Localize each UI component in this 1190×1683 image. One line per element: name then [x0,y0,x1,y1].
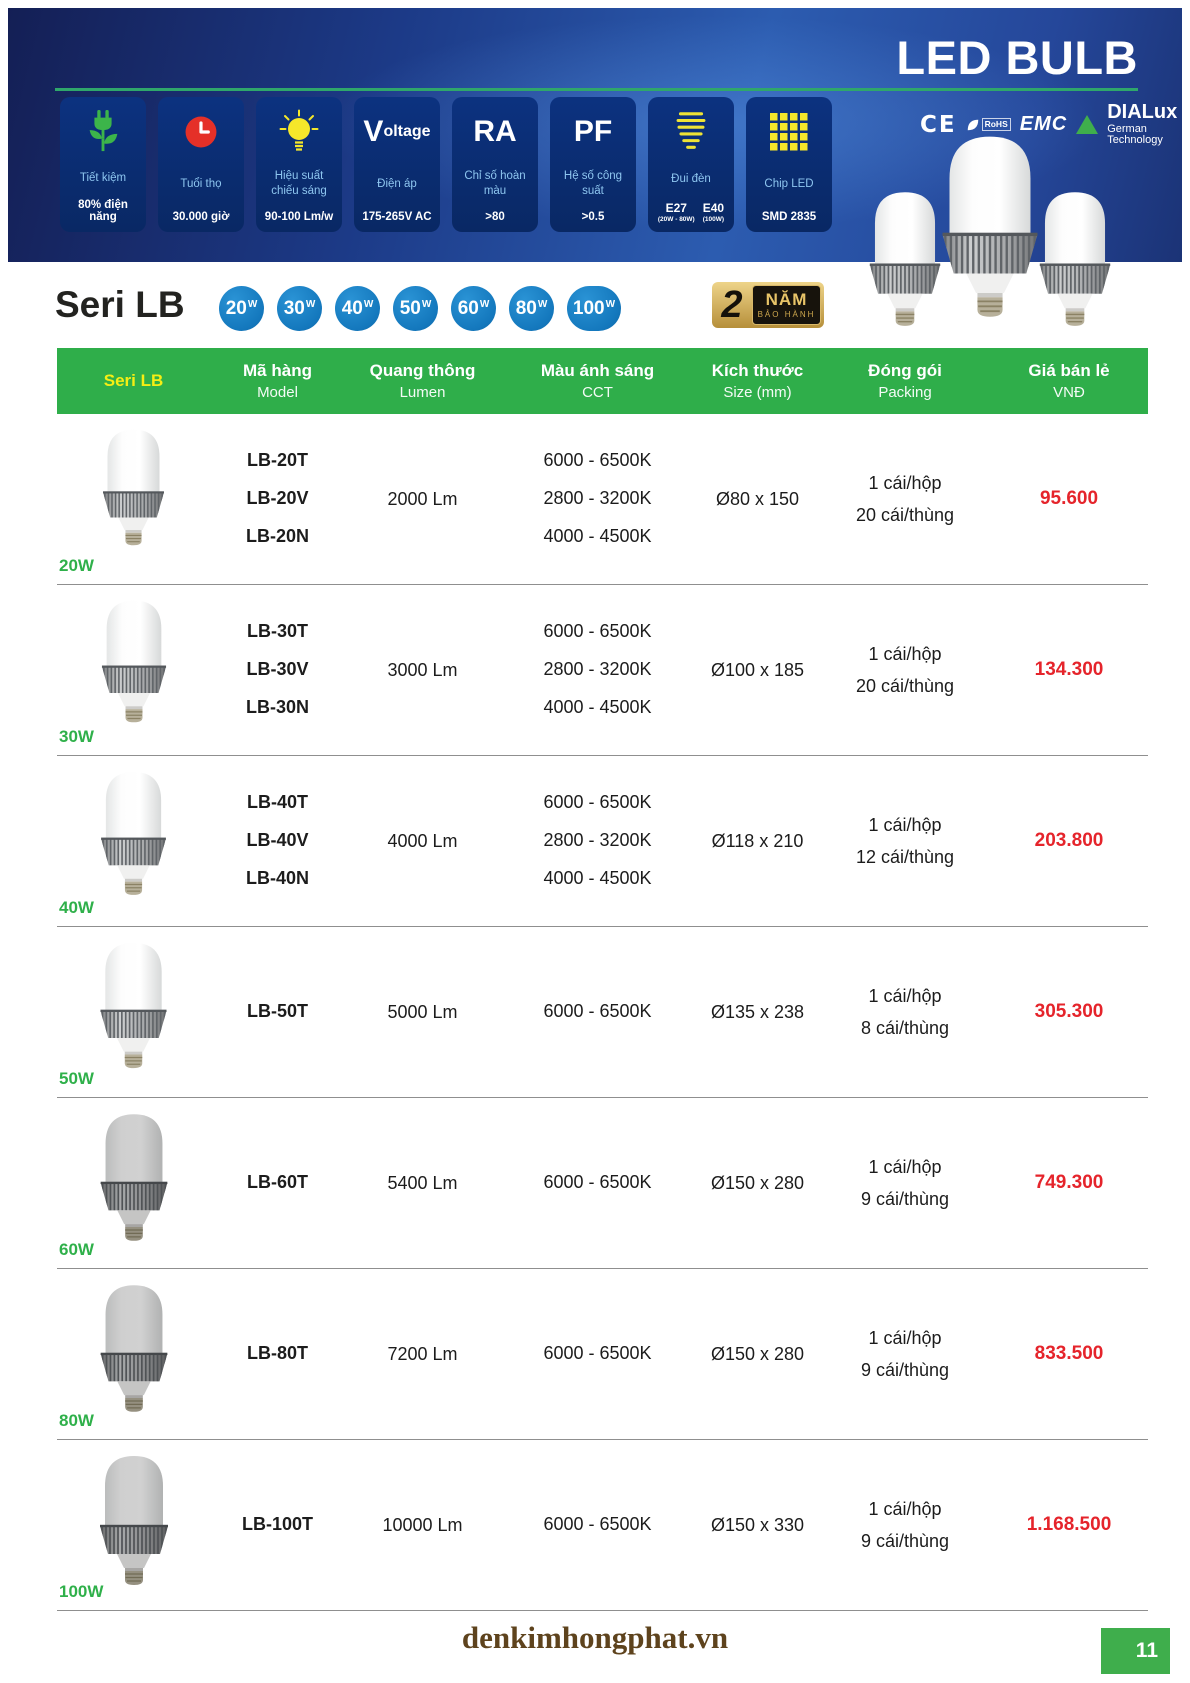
watt-value: 20 [225,297,247,319]
watt-label: 50W [59,1069,94,1088]
watt-badge [509,286,554,331]
model-cell [210,1164,345,1202]
bulb-cell [57,414,210,584]
table-row [57,927,1148,1098]
feature-label: Đui đèn [671,172,711,185]
packing-cell [820,1322,990,1387]
series-title: Seri LB [55,284,185,325]
feature-card [60,97,146,232]
divider-line [55,88,1138,91]
watt-value: 100 [572,297,605,319]
cct-line: 2800 - 3200K [543,830,652,851]
feature-card [158,97,244,232]
watt-unit: W [537,298,548,310]
models-line: LB-40V [246,830,309,851]
packing-line: 1 cái/hộp [868,643,942,664]
packing-line: 1 cái/hộp [868,1327,942,1348]
size-cell: Ø150 x 280 [710,1343,805,1364]
column-header-lumen: Quang thông Lumen [369,361,476,401]
packing-cell [820,1151,990,1216]
size-cell: Ø100 x 185 [710,659,805,680]
feature-label: Tiết kiệm [79,171,127,184]
cct-line: 4000 - 4500K [543,525,652,546]
size-cell: Ø150 x 280 [710,1172,805,1193]
bulb-cell [57,756,210,926]
ce-mark-icon: CE [920,111,957,138]
feature-card [256,97,342,232]
packing-line: 20 cái/thùng [855,505,955,525]
models-line: LB-60T [246,1172,308,1193]
feature-value: 80% điện năng [78,199,128,223]
feature-label: Điện áp [377,177,417,190]
led-chip-icon [769,107,809,157]
column-header-cct: Màu ánh sáng CCT [540,361,655,401]
table-row [57,1269,1148,1440]
cct-line: 6000 - 6500K [543,1514,652,1535]
models-line: LB-50T [246,1001,308,1022]
watt-unit: W [305,298,316,310]
product-bulb-image [82,937,185,1078]
watt-unit: W [363,298,374,310]
lumen-cell: 2000 Lm [387,488,458,509]
website-link[interactable]: denkimhongphat.vn [461,1620,729,1655]
cct-line: 4000 - 4500K [543,696,652,717]
watt-badge [277,286,322,331]
model-cell [210,1506,345,1544]
feature-label: Hệ số công suất [563,170,623,197]
models-line: LB-100T [241,1514,313,1535]
bulb-cell [57,585,210,755]
models-line: LB-40T [246,792,308,813]
packing-line: 12 cái/thùng [855,847,955,867]
feature-heading: RA [473,115,517,148]
socket-spec: E27 (20W - 80W) [657,201,695,223]
price-cell: 1.168.500 [1026,1514,1112,1535]
page-number: 11 [1135,1639,1158,1662]
cct-line: 2800 - 3200K [543,659,652,680]
packing-line: 1 cái/hộp [868,1156,942,1177]
watt-unit: W [247,298,258,310]
feature-value [654,201,728,223]
packing-line: 8 cái/thùng [860,1018,950,1038]
lumen-cell: 10000 Lm [382,1514,463,1535]
packing-cell [820,1493,990,1558]
column-header-model: Mã hàng Model [243,361,312,401]
watt-label: 20W [59,556,94,575]
feature-value: 30.000 giờ [172,211,230,223]
watt-badge [567,286,621,331]
price-cell: 749.300 [1034,1172,1104,1193]
watt-badge [335,286,380,331]
wattage-badges [219,286,621,331]
table-row [57,1098,1148,1269]
cct-cell [500,1164,695,1202]
cct-line: 6000 - 6500K [543,1343,652,1364]
watt-label: 30W [59,727,94,746]
feature-card [354,97,440,232]
model-cell [210,442,345,555]
packing-line: 1 cái/hộp [868,1498,942,1519]
page-number-badge [1101,1628,1170,1674]
feature-label: Chỉ số hoàn màu [464,170,526,197]
table-row [57,756,1148,927]
bulb-cell [57,1440,210,1610]
packing-cell [820,980,990,1045]
packing-line: 9 cái/thùng [860,1360,950,1380]
size-cell: Ø118 x 210 [711,830,804,851]
watt-label: 80W [59,1411,94,1430]
lumen-cell: 5000 Lm [387,1001,458,1022]
feature-value: 175-265V AC [362,211,432,223]
cct-line: 6000 - 6500K [543,450,652,471]
lumen-cell: 4000 Lm [387,830,458,851]
models-line: LB-20N [245,525,309,546]
watt-unit: W [421,298,432,310]
column-header-packing: Đóng gói Packing [868,361,942,401]
model-cell [210,613,345,726]
feature-card [452,97,538,232]
product-photo-bulbs [850,128,1130,334]
watt-unit: W [479,298,490,310]
packing-cell [820,467,990,532]
packing-cell [820,809,990,874]
watt-value: 80 [515,297,537,319]
clock-icon [181,107,221,157]
packing-line: 1 cái/hộp [868,985,942,1006]
packing-line: 9 cái/thùng [860,1531,950,1551]
table-row [57,1440,1148,1611]
watt-badge [393,286,438,331]
feature-card [550,97,636,232]
product-bulb-image [82,1279,186,1422]
page-title: LED BULB [896,31,1138,84]
product-bulb-image [86,424,181,555]
lumen-cell: 3000 Lm [387,659,458,680]
feature-cards [60,97,832,232]
socket-spec: E40 (100W) [702,201,725,223]
feature-value: 90-100 Lm/w [264,211,334,223]
feature-value: >0.5 [581,211,605,223]
table-header [57,348,1148,414]
feature-label: Tuổi thọ [180,177,222,190]
watt-value: 50 [399,297,421,319]
warranty-badge: 2 NĂM BẢO HÀNH [712,282,824,328]
cct-cell [500,1506,695,1544]
bulb-cell [57,927,210,1097]
feature-heading: V oltage [363,115,431,148]
cct-line: 6000 - 6500K [543,1001,652,1022]
feature-label: Chip LED [764,177,814,190]
model-cell [210,1335,345,1373]
size-cell: Ø150 x 330 [710,1514,805,1535]
cct-line: 2800 - 3200K [543,488,652,509]
cct-cell [500,1335,695,1373]
packing-line: 1 cái/hộp [868,814,942,835]
models-line: LB-20T [246,450,308,471]
bulb-cell [57,1269,210,1439]
cct-line: 6000 - 6500K [543,792,652,813]
price-cell: 305.300 [1034,1001,1104,1022]
feature-card [746,97,832,232]
feature-heading: PF [573,115,613,148]
watt-unit: W [605,298,616,310]
models-line: LB-40N [245,867,309,888]
product-bulb-image [83,766,184,905]
table-row [57,414,1148,585]
feature-value: SMD 2835 [761,211,817,223]
models-line: LB-20V [246,488,309,509]
plug-leaf-icon [82,107,124,157]
models-line: LB-30N [245,696,309,717]
product-bulb-image [82,1108,186,1251]
lamp-base-icon [671,107,711,157]
watt-value: 60 [457,297,479,319]
product-bulb-image [84,595,184,732]
watt-value: 30 [283,297,305,319]
column-header-size: Kích thước Size (mm) [711,361,804,401]
bulb-cell [57,1098,210,1268]
table-body [57,414,1148,1611]
size-cell: Ø80 x 150 [715,488,800,509]
packing-line: 20 cái/thùng [855,676,955,696]
watt-label: 40W [59,898,94,917]
models-line: LB-30V [246,659,309,680]
rohs-icon: RoHS [966,118,1011,132]
feature-value: >80 [485,211,505,223]
model-cell [210,784,345,897]
model-cell [210,993,345,1031]
product-bulb-image [81,1450,187,1595]
dialux-logo: DIALux German Technology [1107,101,1178,147]
column-header-seri: Seri LB [103,371,164,390]
cct-cell [500,784,695,897]
cct-cell [500,442,695,555]
watt-badge [451,286,496,331]
models-line: LB-80T [246,1343,308,1364]
feature-card [648,97,734,232]
cct-line: 6000 - 6500K [543,621,652,642]
bulb-rays-icon [277,107,321,157]
lumen-cell: 5400 Lm [387,1172,458,1193]
models-line: LB-30T [246,621,308,642]
price-cell: 833.500 [1034,1343,1104,1364]
emc-mark: EMC [1019,113,1068,136]
table-row [57,585,1148,756]
column-header-price: Giá bán lẻ VNĐ [1028,361,1110,401]
cct-cell [500,613,695,726]
packing-line: 1 cái/hộp [868,472,942,493]
price-cell: 134.300 [1034,659,1104,680]
cct-line: 6000 - 6500K [543,1172,652,1193]
packing-cell [820,638,990,703]
price-cell: 95.600 [1039,488,1099,509]
watt-badge [219,286,264,331]
watt-label: 60W [59,1240,94,1259]
lumen-cell: 7200 Lm [387,1343,458,1364]
packing-line: 9 cái/thùng [860,1189,950,1209]
product-table [57,348,1148,1611]
watt-label: 100W [59,1582,104,1601]
watt-value: 40 [341,297,363,319]
size-cell: Ø135 x 238 [710,1001,805,1022]
cct-cell [500,993,695,1031]
feature-label: Hiệu suất chiếu sáng [271,170,327,197]
cct-line: 4000 - 4500K [543,867,652,888]
price-cell: 203.800 [1034,830,1104,851]
